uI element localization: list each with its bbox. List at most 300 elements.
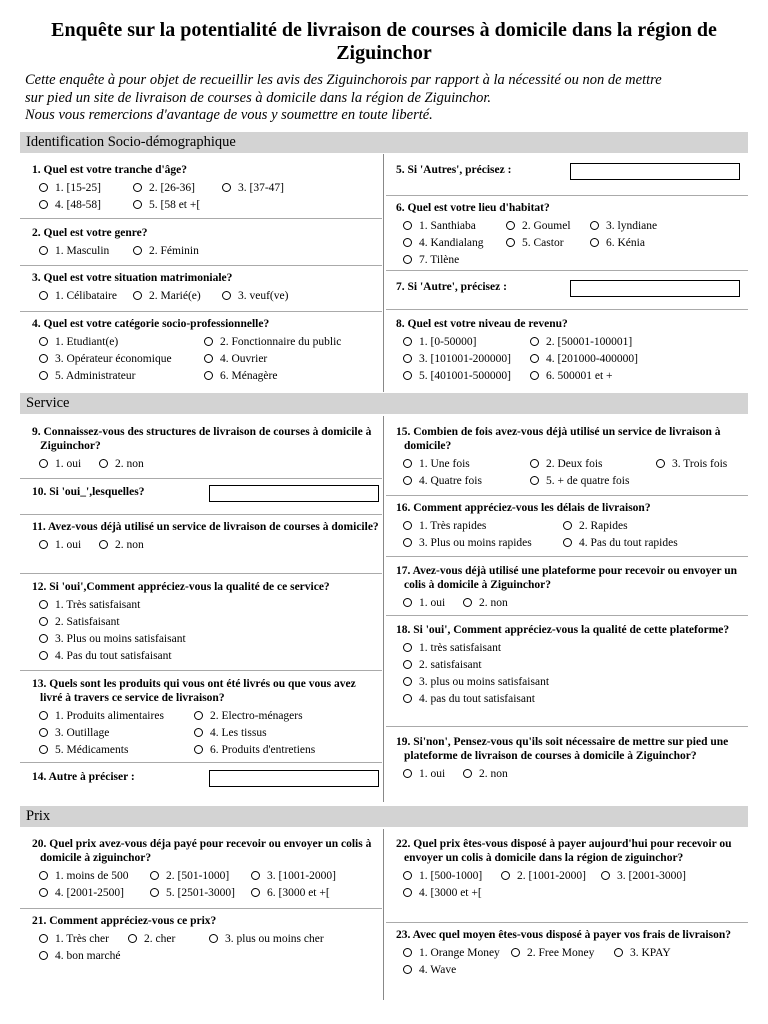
radio-option[interactable] — [39, 932, 128, 946]
question-q7 — [388, 280, 740, 297]
options-row — [388, 944, 740, 961]
question-q22 — [388, 837, 740, 901]
options-row — [24, 930, 379, 947]
question-separator — [20, 265, 382, 266]
radio-option[interactable] — [222, 181, 284, 195]
radio-circle-icon[interactable] — [39, 183, 48, 192]
radio-circle-icon[interactable] — [99, 540, 108, 549]
radio-circle-icon[interactable] — [506, 221, 515, 230]
question-separator — [20, 478, 382, 479]
radio-option-label: 4. Quatre fois — [419, 474, 482, 487]
question-q5 — [388, 163, 740, 180]
radio-option-label: 3. [37-47] — [238, 181, 284, 194]
radio-option-label: 1. [500-1000] — [419, 869, 483, 882]
radio-option[interactable] — [39, 709, 194, 723]
radio-option[interactable] — [511, 946, 614, 960]
options-row — [388, 251, 740, 268]
radio-circle-icon[interactable] — [128, 934, 137, 943]
options-row — [388, 517, 740, 534]
radio-circle-icon[interactable] — [150, 888, 159, 897]
radio-circle-icon[interactable] — [204, 371, 213, 380]
radio-option[interactable] — [204, 352, 267, 366]
question-text: 23. Avec quel moyen êtes-vous disposé à payer vos frais de livraison? — [396, 929, 731, 941]
radio-option-label: 2. non — [479, 596, 508, 609]
question-separator — [386, 495, 748, 496]
options-row — [24, 242, 379, 259]
radio-circle-icon[interactable] — [403, 948, 412, 957]
radio-circle-icon[interactable] — [403, 521, 412, 530]
radio-circle-icon[interactable] — [39, 246, 48, 255]
options-row — [388, 217, 740, 234]
radio-option[interactable] — [39, 352, 204, 366]
radio-circle-icon[interactable] — [194, 728, 203, 737]
radio-circle-icon[interactable] — [403, 677, 412, 686]
radio-option-label: 4. [201000-400000] — [546, 352, 638, 365]
radio-option[interactable] — [403, 369, 530, 383]
options-row — [388, 690, 740, 707]
inline-question — [24, 770, 379, 787]
radio-option[interactable] — [506, 236, 590, 250]
options-row — [24, 867, 379, 884]
radio-option-label: 4. Kandialang — [419, 236, 484, 249]
radio-circle-icon[interactable] — [39, 337, 48, 346]
radio-option[interactable] — [39, 886, 150, 900]
question-separator — [386, 309, 748, 310]
radio-circle-icon[interactable] — [403, 255, 412, 264]
radio-circle-icon[interactable] — [614, 948, 623, 957]
text-input-box[interactable] — [209, 770, 379, 787]
radio-circle-icon[interactable] — [39, 651, 48, 660]
radio-option[interactable] — [128, 932, 209, 946]
radio-option-label: 2. non — [115, 457, 144, 470]
radio-option[interactable] — [403, 946, 511, 960]
radio-option[interactable] — [39, 615, 120, 629]
options-group — [24, 179, 379, 213]
radio-option[interactable] — [133, 289, 222, 303]
radio-option[interactable] — [204, 369, 277, 383]
question-text: 6. Quel est votre lieu d'habitat? — [396, 202, 550, 214]
options-row — [24, 724, 379, 741]
radio-option[interactable] — [39, 949, 128, 963]
question-q4 — [24, 317, 379, 384]
radio-circle-icon[interactable] — [39, 459, 48, 468]
radio-circle-icon[interactable] — [506, 238, 515, 247]
radio-option-label: 2. [501-1000] — [166, 869, 230, 882]
question-text: 22. Quel prix êtes-vous disposé à payer aujourd'hui pour recevoir ou envoyer un colis à domicile dans la région de ziguinchor? — [396, 838, 732, 864]
radio-option[interactable] — [403, 675, 549, 689]
radio-circle-icon[interactable] — [403, 660, 412, 669]
radio-option[interactable] — [403, 335, 530, 349]
radio-option[interactable] — [403, 474, 530, 488]
radio-circle-icon[interactable] — [194, 745, 203, 754]
radio-option-label: 1. oui — [419, 767, 446, 780]
radio-option-label: 3. [101001-200000] — [419, 352, 511, 365]
radio-circle-icon[interactable] — [133, 200, 142, 209]
radio-circle-icon[interactable] — [530, 354, 539, 363]
radio-option-label: 2. Free Money — [527, 946, 595, 959]
options-group — [24, 867, 379, 901]
radio-option-label: 3. Trois fois — [672, 457, 728, 470]
radio-option-label: 3. Plus ou moins rapides — [419, 536, 532, 549]
options-row — [24, 287, 379, 304]
radio-option[interactable] — [39, 538, 99, 552]
question-q9 — [24, 425, 379, 472]
radio-circle-icon[interactable] — [133, 291, 142, 300]
radio-circle-icon[interactable] — [39, 634, 48, 643]
radio-option-label: 2. Electro-ménagers — [210, 709, 303, 722]
radio-circle-icon[interactable] — [403, 476, 412, 485]
radio-circle-icon[interactable] — [39, 745, 48, 754]
radio-option[interactable] — [403, 352, 530, 366]
radio-option-label: 2. Rapides — [579, 519, 628, 532]
radio-circle-icon[interactable] — [39, 728, 48, 737]
radio-circle-icon[interactable] — [39, 934, 48, 943]
radio-circle-icon[interactable] — [590, 238, 599, 247]
question-text: 1. Quel est votre tranche d'âge? — [32, 164, 188, 176]
options-row — [24, 613, 379, 630]
radio-circle-icon[interactable] — [403, 888, 412, 897]
question-separator — [386, 556, 748, 557]
radio-option[interactable] — [209, 932, 324, 946]
question-text: 3. Quel est votre situation matrimoniale? — [32, 272, 233, 284]
radio-option[interactable] — [403, 658, 482, 672]
radio-option-label: 5. [2501-3000] — [166, 886, 235, 899]
radio-option[interactable] — [99, 538, 144, 552]
radio-option[interactable] — [150, 886, 251, 900]
options-row — [24, 455, 379, 472]
radio-circle-icon[interactable] — [530, 337, 539, 346]
radio-circle-icon[interactable] — [209, 934, 218, 943]
radio-option[interactable] — [530, 457, 656, 471]
radio-circle-icon[interactable] — [501, 871, 510, 880]
radio-circle-icon[interactable] — [403, 538, 412, 547]
radio-option[interactable] — [251, 886, 330, 900]
radio-circle-icon[interactable] — [403, 965, 412, 974]
radio-circle-icon[interactable] — [563, 521, 572, 530]
radio-circle-icon[interactable] — [463, 769, 472, 778]
options-row — [388, 639, 740, 656]
radio-circle-icon[interactable] — [463, 598, 472, 607]
radio-option-label: 1. Orange Money — [419, 946, 500, 959]
radio-option-label: 3. [1001-2000] — [267, 869, 336, 882]
question-q20 — [24, 837, 379, 901]
radio-option[interactable] — [251, 869, 336, 883]
question-q21 — [24, 914, 379, 964]
radio-option[interactable] — [403, 767, 463, 781]
radio-option[interactable] — [39, 369, 204, 383]
radio-circle-icon[interactable] — [133, 246, 142, 255]
inline-question — [388, 163, 740, 180]
radio-option-label: 4. [3000 et +[ — [419, 886, 482, 899]
radio-circle-icon[interactable] — [39, 291, 48, 300]
radio-option[interactable] — [403, 963, 511, 977]
radio-option-label: 3. [2001-3000] — [617, 869, 686, 882]
radio-option[interactable] — [614, 946, 671, 960]
radio-option[interactable] — [133, 198, 222, 212]
question-text: 21. Comment appréciez-vous ce prix? — [32, 915, 217, 927]
radio-option[interactable] — [530, 474, 656, 488]
radio-option[interactable] — [403, 536, 563, 550]
question-separator — [386, 726, 748, 727]
radio-circle-icon[interactable] — [204, 337, 213, 346]
radio-option[interactable] — [39, 649, 172, 663]
radio-option-label: 5. Administrateur — [55, 369, 136, 382]
text-input-box[interactable] — [570, 163, 740, 180]
text-input-box[interactable] — [209, 485, 379, 502]
radio-circle-icon[interactable] — [403, 221, 412, 230]
radio-option[interactable] — [530, 352, 638, 366]
radio-option[interactable] — [39, 743, 194, 757]
radio-option[interactable] — [563, 519, 628, 533]
radio-option[interactable] — [403, 253, 506, 267]
options-row — [24, 350, 379, 367]
question-separator — [20, 218, 382, 219]
radio-option[interactable] — [403, 519, 563, 533]
radio-option[interactable] — [39, 457, 99, 471]
options-row — [24, 707, 379, 724]
radio-option[interactable] — [39, 632, 186, 646]
radio-option[interactable] — [39, 726, 194, 740]
radio-option-label: 6. Ménagère — [220, 369, 278, 382]
radio-circle-icon[interactable] — [511, 948, 520, 957]
options-row — [24, 179, 379, 196]
question-text: 4. Quel est votre catégorie socio-professionnelle? — [32, 318, 270, 330]
options-row — [388, 884, 740, 901]
question-q18 — [388, 623, 740, 707]
radio-option[interactable] — [463, 767, 508, 781]
radio-option-label: 3. veuf(ve) — [238, 289, 289, 302]
question-separator — [20, 762, 382, 763]
radio-option[interactable] — [403, 236, 506, 250]
radio-option-label: 1. Masculin — [55, 244, 110, 257]
question-separator — [20, 514, 382, 515]
question-q19 — [388, 735, 740, 782]
options-group — [24, 930, 379, 964]
radio-circle-icon[interactable] — [403, 694, 412, 703]
radio-circle-icon[interactable] — [251, 888, 260, 897]
radio-option-label: 1. oui — [55, 457, 82, 470]
question-separator — [20, 573, 382, 574]
radio-option[interactable] — [39, 869, 150, 883]
radio-circle-icon[interactable] — [133, 183, 142, 192]
column-divider — [383, 416, 384, 802]
radio-circle-icon[interactable] — [403, 371, 412, 380]
radio-circle-icon[interactable] — [251, 871, 260, 880]
radio-option-label: 2. non — [115, 538, 144, 551]
radio-option-label: 5. [58 et +[ — [149, 198, 201, 211]
radio-circle-icon[interactable] — [39, 951, 48, 960]
options-group — [388, 217, 740, 268]
radio-option[interactable] — [563, 536, 678, 550]
question-q13 — [24, 677, 379, 758]
radio-option-label: 2. Deux fois — [546, 457, 603, 470]
inline-question — [24, 485, 379, 502]
column-divider — [383, 154, 384, 392]
radio-circle-icon[interactable] — [39, 371, 48, 380]
radio-circle-icon[interactable] — [39, 600, 48, 609]
radio-option[interactable] — [530, 335, 632, 349]
text-input-box[interactable] — [570, 280, 740, 297]
question-q14 — [24, 770, 379, 787]
question-q12 — [24, 580, 379, 664]
question-text: 12. Si 'oui',Comment appréciez-vous la qualité de ce service? — [32, 581, 330, 593]
radio-option-label: 1. Très satisfaisant — [55, 598, 141, 611]
radio-option[interactable] — [133, 244, 199, 258]
radio-option[interactable] — [403, 869, 501, 883]
radio-option[interactable] — [150, 869, 251, 883]
radio-option[interactable] — [39, 181, 133, 195]
radio-circle-icon[interactable] — [530, 476, 539, 485]
radio-option-label: 1. oui — [55, 538, 82, 551]
radio-option[interactable] — [222, 289, 288, 303]
survey-title: Enquête sur la potentialité de livraison de courses à domicile dans la région de Ziguinchor — [51, 19, 717, 64]
column-divider — [383, 829, 384, 1000]
radio-option[interactable] — [403, 641, 501, 655]
question-separator — [20, 908, 382, 909]
radio-circle-icon[interactable] — [590, 221, 599, 230]
radio-option-label: 5. + de quatre fois — [546, 474, 630, 487]
radio-option-label: 5. [401001-500000] — [419, 369, 511, 382]
radio-option[interactable] — [506, 219, 590, 233]
options-row — [24, 196, 379, 213]
radio-option-label: 2. Fonctionnaire du public — [220, 335, 342, 348]
radio-option-label: 1. Célibataire — [55, 289, 117, 302]
radio-option[interactable] — [194, 726, 267, 740]
question-q8 — [388, 317, 740, 384]
radio-option-label: 1. Santhiaba — [419, 219, 476, 232]
radio-option[interactable] — [99, 457, 144, 471]
radio-circle-icon[interactable] — [530, 459, 539, 468]
options-row — [24, 536, 379, 553]
radio-option-label: 1. moins de 500 — [55, 869, 129, 882]
radio-circle-icon[interactable] — [403, 238, 412, 247]
radio-option-label: 2. [1001-2000] — [517, 869, 586, 882]
radio-option[interactable] — [39, 289, 133, 303]
radio-circle-icon[interactable] — [39, 888, 48, 897]
radio-option[interactable] — [403, 219, 506, 233]
radio-option[interactable] — [194, 709, 303, 723]
question-text: 8. Quel est votre niveau de revenu? — [396, 318, 568, 330]
radio-option[interactable] — [133, 181, 222, 195]
radio-circle-icon[interactable] — [222, 183, 231, 192]
question-q11 — [24, 520, 379, 553]
radio-circle-icon[interactable] — [39, 354, 48, 363]
radio-circle-icon[interactable] — [656, 459, 665, 468]
options-row — [388, 961, 740, 978]
radio-circle-icon[interactable] — [39, 871, 48, 880]
radio-option-label: 7. Tilène — [419, 253, 460, 266]
radio-circle-icon[interactable] — [403, 871, 412, 880]
radio-circle-icon[interactable] — [601, 871, 610, 880]
radio-option-label: 5. Médicaments — [55, 743, 129, 756]
options-row — [24, 630, 379, 647]
radio-circle-icon[interactable] — [530, 371, 539, 380]
radio-option[interactable] — [601, 869, 686, 883]
radio-circle-icon[interactable] — [150, 871, 159, 880]
radio-circle-icon[interactable] — [403, 459, 412, 468]
radio-option[interactable] — [590, 236, 645, 250]
options-group — [24, 242, 379, 259]
options-group — [388, 517, 740, 551]
question-separator — [386, 270, 748, 271]
section-header-prix: Prix — [20, 806, 748, 827]
radio-option-label: 4. Wave — [419, 963, 457, 976]
question-q15 — [388, 425, 743, 489]
radio-option-label: 2. satisfaisant — [419, 658, 482, 671]
options-row — [388, 367, 740, 384]
radio-option-label: 1. [0-50000] — [419, 335, 477, 348]
radio-circle-icon[interactable] — [403, 337, 412, 346]
options-row — [24, 947, 379, 964]
radio-option[interactable] — [39, 598, 140, 612]
radio-circle-icon[interactable] — [222, 291, 231, 300]
intro-line: Cette enquête à pour objet de recueillir les avis des Ziguinchorois par rapport à la nécessité ou non de mettre — [25, 72, 662, 88]
radio-option[interactable] — [403, 692, 535, 706]
radio-option[interactable] — [590, 219, 657, 233]
question-separator — [20, 311, 382, 312]
radio-option-label: 6. Kénia — [606, 236, 645, 249]
intro-line: Nous vous remercions d'avantage de vous y soumettre en toute liberté. — [25, 107, 433, 123]
radio-circle-icon[interactable] — [403, 354, 412, 363]
radio-option[interactable] — [403, 457, 530, 471]
radio-option-label: 4. bon marché — [55, 949, 121, 962]
radio-option-label: 3. Plus ou moins satisfaisant — [55, 632, 186, 645]
radio-option-label: 4. pas du tout satisfaisant — [419, 692, 535, 705]
question-text: 2. Quel est votre genre? — [32, 227, 148, 239]
radio-option[interactable] — [39, 244, 133, 258]
radio-circle-icon[interactable] — [204, 354, 213, 363]
radio-option[interactable] — [403, 596, 463, 610]
radio-option[interactable] — [656, 457, 727, 471]
radio-circle-icon[interactable] — [403, 598, 412, 607]
question-q17 — [388, 564, 740, 611]
options-group — [388, 333, 740, 384]
radio-option-label: 4. Pas du tout rapides — [579, 536, 678, 549]
radio-circle-icon[interactable] — [563, 538, 572, 547]
radio-circle-icon[interactable] — [39, 617, 48, 626]
radio-option-label: 5. Castor — [522, 236, 564, 249]
radio-circle-icon[interactable] — [39, 200, 48, 209]
question-text: 16. Comment appréciez-vous les délais de livraison? — [396, 502, 651, 514]
question-q2 — [24, 226, 379, 259]
radio-option[interactable] — [501, 869, 601, 883]
radio-option-label: 6. [3000 et +[ — [267, 886, 330, 899]
radio-circle-icon[interactable] — [403, 769, 412, 778]
options-group — [388, 594, 740, 611]
radio-option[interactable] — [39, 198, 133, 212]
radio-circle-icon[interactable] — [39, 540, 48, 549]
question-text: 5. Si 'Autres', précisez : — [396, 164, 512, 176]
radio-option[interactable] — [194, 743, 315, 757]
radio-option[interactable] — [204, 335, 341, 349]
radio-circle-icon[interactable] — [403, 643, 412, 652]
options-group — [388, 455, 743, 489]
options-row — [388, 867, 740, 884]
radio-option[interactable] — [530, 369, 613, 383]
radio-circle-icon[interactable] — [39, 711, 48, 720]
question-separator — [386, 615, 748, 616]
radio-option-label: 1. oui — [419, 596, 446, 609]
question-q23 — [388, 928, 740, 978]
radio-option[interactable] — [39, 335, 204, 349]
question-separator — [20, 670, 382, 671]
radio-option[interactable] — [463, 596, 508, 610]
radio-circle-icon[interactable] — [194, 711, 203, 720]
intro-line: sur pied un site de livraison de courses à domicile dans la région de Ziguinchor. — [25, 89, 491, 106]
question-text: 17. Avez-vous déjà utilisé une plateforme pour recevoir ou envoyer un colis à domicile à Ziguinchor? — [396, 565, 738, 591]
radio-option[interactable] — [403, 886, 501, 900]
radio-circle-icon[interactable] — [99, 459, 108, 468]
